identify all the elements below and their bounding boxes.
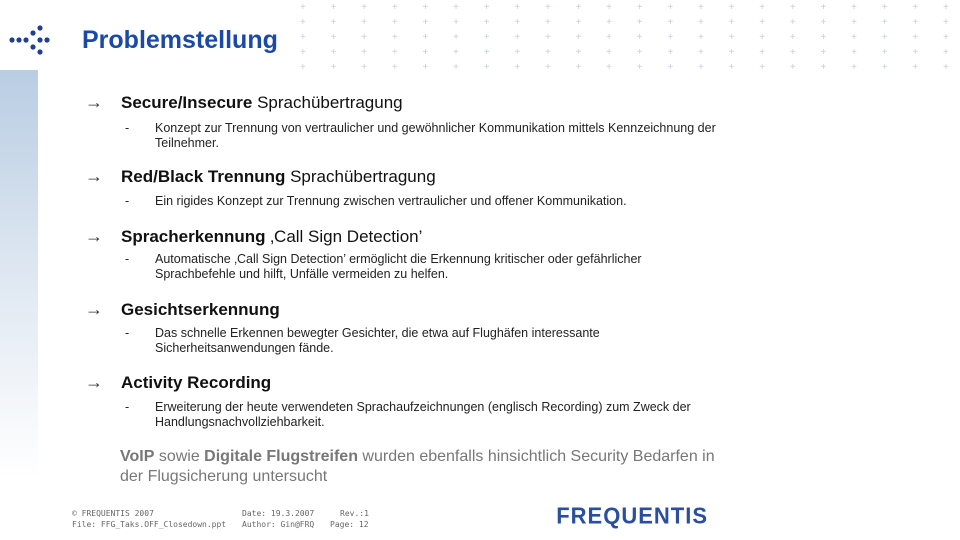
bullet-heading — [85, 92, 403, 113]
summary-text-part: sowie — [154, 448, 205, 465]
subitem-text: Das schnelle Erkennen bewegter Gesichter, die etwa auf Flughäfen interessante Sicherheitsanwendungen fände. — [155, 326, 600, 355]
subitem-text: Ein rigides Konzept zur Trennung zwischen vertraulicher und offener Kommunikation. — [155, 194, 627, 208]
footer-rev: Rev.:1 — [340, 509, 369, 518]
frequentis-dots-logo-icon — [8, 24, 50, 56]
frequentis-brand-logo: FREQUENTIS — [556, 502, 708, 529]
summary-bold-flugstreifen: Digitale Flugstreifen — [204, 448, 358, 465]
bullet-rest: Sprachübertragung — [285, 167, 436, 186]
dash-marker: - — [125, 252, 130, 266]
arrow-right-icon: → — [85, 299, 103, 319]
subitem-text: Automatische ‚Call Sign Detection’ ermöglicht die Erkennung kritischer oder gefährlicher Sprachbefehle und hilft, Unfälle vermeiden zu helfen. — [155, 252, 642, 281]
dash-marker: - — [125, 121, 130, 135]
bullet-heading — [85, 226, 422, 247]
subitem-text: Konzept zur Trennung von vertraulicher und gewöhnlicher Kommunikation mittels Kennzeichnung der Teilnehmer. — [155, 121, 716, 150]
bullet-heading — [85, 372, 271, 393]
footer-copyright: © FREQUENTIS 2007 — [72, 509, 154, 518]
summary-text-part: wurden ebenfalls hinsichtlich Security Bedarfen in der Flugsicherung untersucht — [120, 448, 715, 485]
dash-marker: - — [125, 194, 130, 208]
footer-file: File: FFG_Taks.OFF_Closedown.ppt — [72, 520, 227, 529]
summary-text — [120, 447, 720, 487]
bullet-bold: Activity Recording — [121, 373, 272, 392]
bullet-bold: Secure/Insecure — [121, 93, 253, 112]
footer-date: Date: 19.3.2007 — [242, 509, 315, 518]
footer-author: Author: Gin@FRQ — [242, 520, 315, 529]
footer-page: Page: 12 — [330, 520, 369, 529]
page-title: Problemstellung — [82, 26, 278, 54]
bullet-rest: ‚Call Sign Detection’ — [265, 227, 423, 246]
left-gradient-bar — [0, 70, 38, 480]
arrow-right-icon: → — [85, 92, 103, 112]
bullet-heading — [85, 166, 436, 187]
dash-marker: - — [125, 326, 130, 340]
bullet-heading — [85, 299, 280, 320]
arrow-right-icon: → — [85, 226, 103, 246]
bullet-bold: Gesichtserkennung — [121, 300, 280, 319]
arrow-right-icon: → — [85, 166, 103, 186]
bullet-bold: Spracherkennung — [121, 227, 266, 246]
bullet-bold: Red/Black Trennung — [121, 167, 286, 186]
bullet-rest: Sprachübertragung — [252, 93, 403, 112]
subitem-text: Erweiterung der heute verwendeten Sprachaufzeichnungen (englisch Recording) zum Zweck der Handlungsnachvollziehbarkeit. — [155, 400, 691, 429]
arrow-right-icon: → — [85, 372, 103, 392]
summary-bold-voip: VoIP — [120, 448, 155, 465]
dash-marker: - — [125, 400, 130, 414]
plus-pattern-background: + + + + + + + + + + + + + + + + + + + + + + + + + + + + + + + + + + + + + + + + + + + + + + + + + + + + + + + + + + + + + + + + + + + + + + + + + + + + + + + + + + + + + + + + + + + + + + + + + + + + + + + + + + + + + + — [300, 2, 960, 73]
